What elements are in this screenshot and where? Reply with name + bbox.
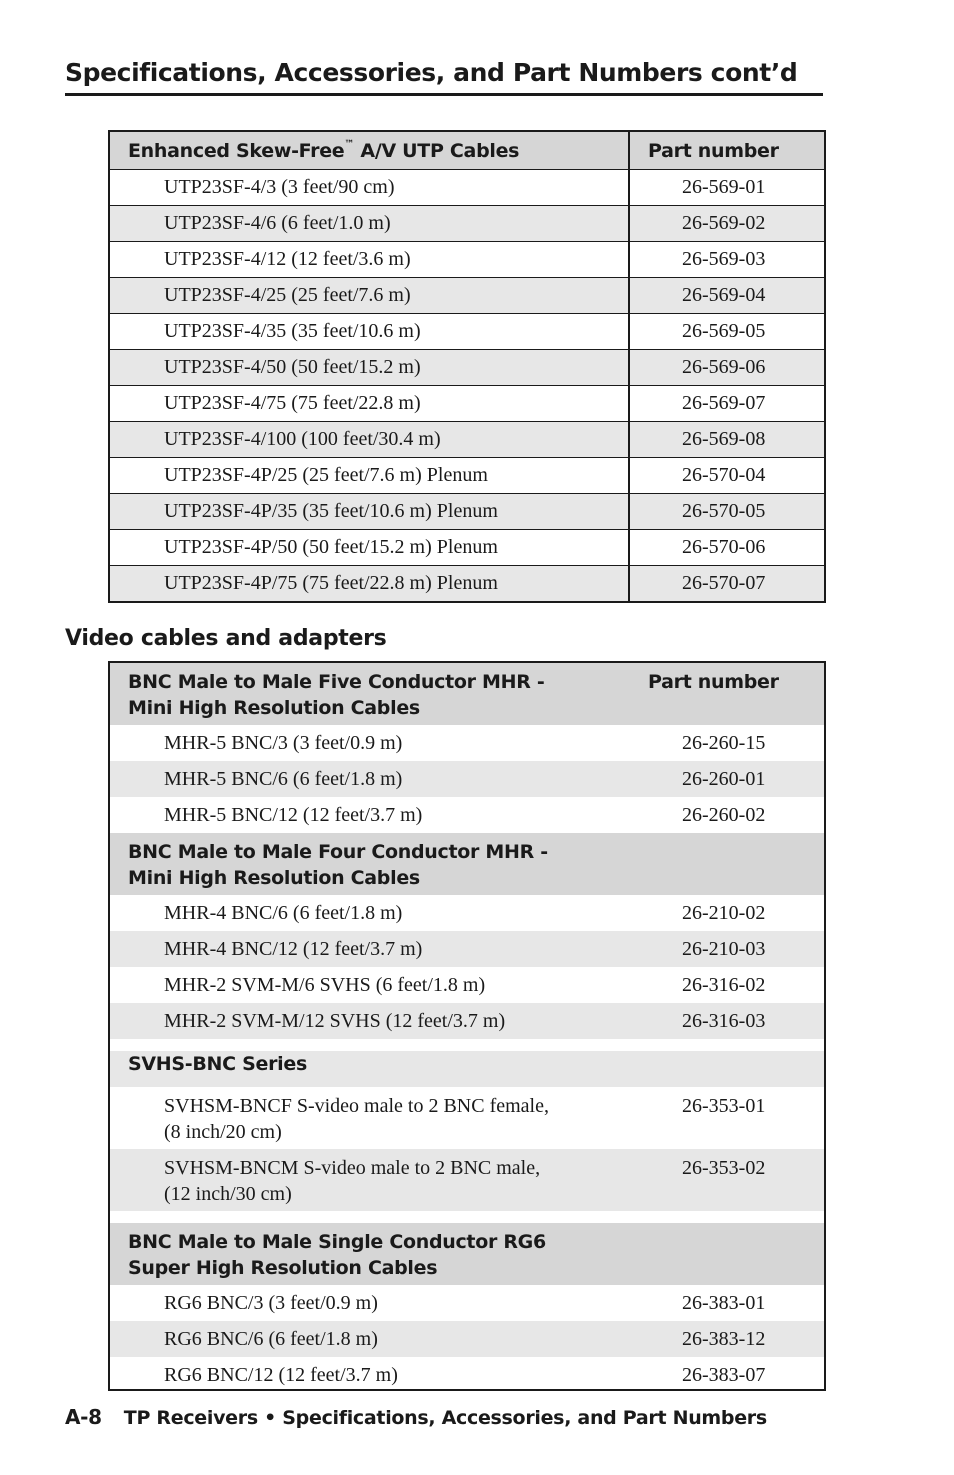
- part-number: 26-260-02: [682, 804, 766, 826]
- cable-description: MHR-5 BNC/6 (6 feet/1.8 m): [164, 768, 403, 790]
- table-row: [110, 1003, 824, 1039]
- cable-description: MHR-4 BNC/12 (12 feet/3.7 m): [164, 938, 423, 960]
- table-row: [110, 967, 824, 1003]
- cable-description: UTP23SF-4P/75 (75 feet/22.8 m) Plenum: [164, 572, 498, 594]
- column-header-part-number: Part number: [648, 139, 779, 162]
- cable-description: RG6 BNC/3 (3 feet/0.9 m): [164, 1292, 378, 1314]
- part-number: 26-260-15: [682, 732, 766, 754]
- part-number: 26-210-03: [682, 938, 766, 960]
- part-number: 26-316-03: [682, 1010, 766, 1032]
- part-number: 26-569-02: [682, 212, 766, 234]
- table-row: [110, 241, 824, 277]
- group-title: BNC Male to Male Five Conductor MHR - Mini High Resolution Cables: [128, 671, 545, 719]
- part-number: 26-383-01: [682, 1292, 766, 1314]
- table-row: [110, 313, 824, 349]
- cable-description: UTP23SF-4/100 (100 feet/30.4 m): [164, 428, 441, 450]
- table-row: [110, 1087, 824, 1149]
- spacer: [110, 1039, 824, 1051]
- table-row: [110, 565, 824, 601]
- group-title: BNC Male to Male Single Conductor RG6 Super High Resolution Cables: [128, 1231, 546, 1279]
- cable-description: UTP23SF-4/25 (25 feet/7.6 m): [164, 284, 411, 306]
- cable-description: UTP23SF-4/12 (12 feet/3.6 m): [164, 248, 411, 270]
- cable-description: UTP23SF-4/6 (6 feet/1.0 m): [164, 212, 391, 234]
- section-title: Video cables and adapters: [65, 626, 387, 651]
- cable-description: MHR-4 BNC/6 (6 feet/1.8 m): [164, 902, 403, 924]
- cable-description: RG6 BNC/6 (6 feet/1.8 m): [164, 1328, 378, 1350]
- part-number: 26-569-01: [682, 176, 766, 198]
- part-number: 26-569-04: [682, 284, 766, 306]
- group-title: SVHS-BNC Series: [128, 1053, 307, 1075]
- table-row: [110, 931, 824, 967]
- table-row: [110, 1285, 824, 1321]
- table-row: [110, 421, 824, 457]
- cable-description: UTP23SF-4P/50 (50 feet/15.2 m) Plenum: [164, 536, 498, 558]
- table-row: [110, 385, 824, 421]
- column-header-description: Enhanced Skew-Free™ A/V UTP Cables: [128, 139, 520, 162]
- table-row: [110, 1321, 824, 1357]
- table-row: [110, 205, 824, 241]
- table-header-row: [110, 132, 824, 169]
- page-number: A-8: [65, 1405, 102, 1429]
- footer-text: TP Receivers • Specifications, Accessories, and Part Numbers: [123, 1407, 767, 1429]
- cable-description: MHR-2 SVM-M/6 SVHS (6 feet/1.8 m): [164, 974, 486, 996]
- cable-description: UTP23SF-4/35 (35 feet/10.6 m): [164, 320, 421, 342]
- cable-description: UTP23SF-4P/25 (25 feet/7.6 m) Plenum: [164, 464, 488, 486]
- part-number: 26-569-06: [682, 356, 766, 378]
- group-header-row: [110, 1051, 824, 1087]
- table-row: [110, 529, 824, 565]
- spacer: [110, 1211, 824, 1223]
- page-title: Specifications, Accessories, and Part Numbers cont’d: [65, 58, 823, 96]
- table-row: [110, 493, 824, 529]
- cable-description: MHR-5 BNC/3 (3 feet/0.9 m): [164, 732, 403, 754]
- part-number: 26-353-01: [682, 1095, 766, 1117]
- part-number: 26-383-07: [682, 1364, 766, 1386]
- group-header-row: [110, 1223, 824, 1285]
- table-row: [110, 1149, 824, 1211]
- table-row: [110, 169, 824, 205]
- trademark-symbol: ™: [344, 139, 355, 151]
- page-footer: [65, 1405, 767, 1429]
- table-row: [110, 725, 824, 761]
- video-cables-table: [108, 661, 826, 1391]
- table-row: [110, 797, 824, 833]
- part-number: 26-570-04: [682, 464, 766, 486]
- table-row: [110, 1357, 824, 1393]
- part-number: 26-570-06: [682, 536, 766, 558]
- group-header-row: [110, 833, 824, 895]
- part-number: 26-569-05: [682, 320, 766, 342]
- part-number: 26-353-02: [682, 1157, 766, 1179]
- part-number: 26-569-08: [682, 428, 766, 450]
- cable-description: UTP23SF-4P/35 (35 feet/10.6 m) Plenum: [164, 500, 498, 522]
- part-number: 26-260-01: [682, 768, 766, 790]
- part-number: 26-570-05: [682, 500, 766, 522]
- table-row: [110, 895, 824, 931]
- table-row: [110, 761, 824, 797]
- utp-cables-table: [108, 130, 826, 603]
- part-number: 26-316-02: [682, 974, 766, 996]
- cable-description: UTP23SF-4/50 (50 feet/15.2 m): [164, 356, 421, 378]
- cable-description: RG6 BNC/12 (12 feet/3.7 m): [164, 1364, 398, 1386]
- cable-description: SVHSM-BNCF S-video male to 2 BNC female, (8 inch/20 cm): [164, 1095, 549, 1143]
- cable-description: MHR-2 SVM-M/12 SVHS (12 feet/3.7 m): [164, 1010, 506, 1032]
- part-number: 26-210-02: [682, 902, 766, 924]
- column-header-part-number: Part number: [648, 671, 779, 693]
- part-number: 26-569-07: [682, 392, 766, 414]
- group-title: BNC Male to Male Four Conductor MHR - Mini High Resolution Cables: [128, 841, 548, 889]
- table-row: [110, 349, 824, 385]
- part-number: 26-383-12: [682, 1328, 766, 1350]
- cable-description: UTP23SF-4/75 (75 feet/22.8 m): [164, 392, 421, 414]
- part-number: 26-569-03: [682, 248, 766, 270]
- cable-description: MHR-5 BNC/12 (12 feet/3.7 m): [164, 804, 423, 826]
- table-row: [110, 457, 824, 493]
- group-header-row: [110, 663, 824, 725]
- part-number: 26-570-07: [682, 572, 766, 594]
- table-row: [110, 277, 824, 313]
- cable-description: UTP23SF-4/3 (3 feet/90 cm): [164, 176, 395, 198]
- cable-description: SVHSM-BNCM S-video male to 2 BNC male, (12 inch/30 cm): [164, 1157, 541, 1205]
